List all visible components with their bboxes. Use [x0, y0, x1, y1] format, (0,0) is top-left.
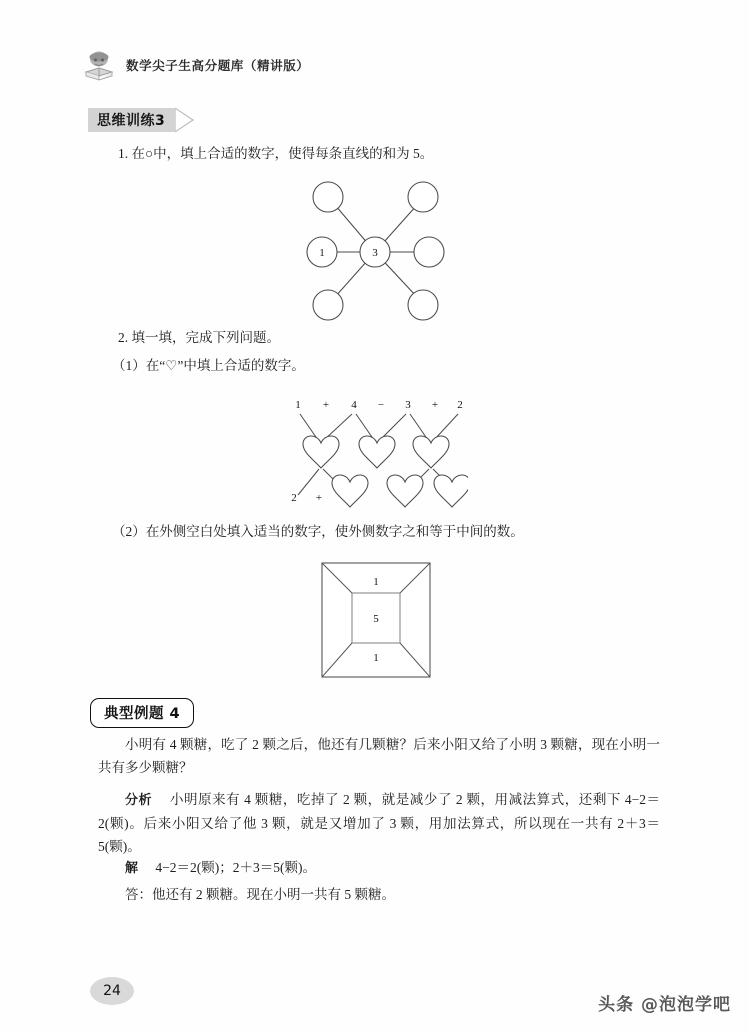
heart-top-token-4: 3: [405, 399, 411, 411]
example-answer-text: 答：他还有 2 颗糖。现在小明一共有 5 颗糖。: [125, 887, 395, 902]
heart-bottom-token-0: 2: [291, 492, 297, 504]
question-2b-text: （2）在外侧空白处填入适当的数字，使外侧数字之和等于中间的数。: [112, 524, 524, 539]
heart-top-token-1: +: [322, 399, 330, 411]
solution-label: 解: [125, 861, 139, 876]
example-analysis-block: [98, 788, 660, 858]
question-1-text: 1. 在○中，填上合适的数字，使得每条直线的和为 5。: [118, 146, 434, 161]
analysis-text: 小明原来有 4 颗糖，吃掉了 2 颗，就是减少了 2 颗，用减法算式，还剩下 4−2＝2(颗)。后来小阳又给了他 3 颗，就是又增加了 3 颗，用加法算式，所以现在一共有 2＋3＝5(颗)。: [98, 792, 660, 854]
star-left-value: 1: [319, 247, 325, 259]
heart-top-token-6: 2: [457, 399, 463, 411]
example-problem-text: 小明有 4 颗糖，吃了 2 颗之后，他还有几颗糖？后来小阳又给了小明 3 颗糖，现在小明一共有多少颗糖？: [98, 737, 660, 775]
figure-nested-square: [318, 559, 434, 681]
heart-top-token-2: 4: [351, 399, 357, 411]
figure-hearts-diagram: [288, 395, 468, 510]
student-reading-book-icon: [82, 48, 116, 82]
heart-top-token-3: −: [377, 399, 385, 411]
solution-text: 4−2＝2(颗)；2＋3＝5(颗)。: [155, 860, 316, 875]
example-solution-block: [98, 856, 660, 880]
question-2a-text: （1）在“♡”中填上合适的数字。: [112, 358, 305, 373]
page-number: 24: [90, 977, 134, 1005]
banner-arrow-icon: [175, 108, 193, 132]
square-center-value: 5: [373, 613, 379, 625]
star-center-value: 3: [372, 247, 378, 259]
square-top-value: 1: [373, 576, 379, 588]
heart-top-token-5: +: [431, 399, 439, 411]
section-banner: [88, 108, 193, 132]
figure-star-diagram: [290, 175, 465, 325]
analysis-label: 分析: [125, 793, 153, 808]
running-head: [82, 48, 309, 82]
section-banner-label: 思维训练3: [88, 108, 175, 132]
question-2-text: 2. 填一填，完成下列问题。: [118, 330, 280, 345]
example-title-pill: 典型例题 4: [90, 698, 194, 728]
heart-top-token-0: 1: [295, 399, 301, 411]
heart-bottom-token-1: +: [315, 492, 323, 504]
book-title: 数学尖子生高分题库（精讲版）: [126, 58, 310, 73]
watermark: 头条 @泡泡学吧: [598, 995, 731, 1015]
square-bottom-value: 1: [373, 652, 379, 664]
